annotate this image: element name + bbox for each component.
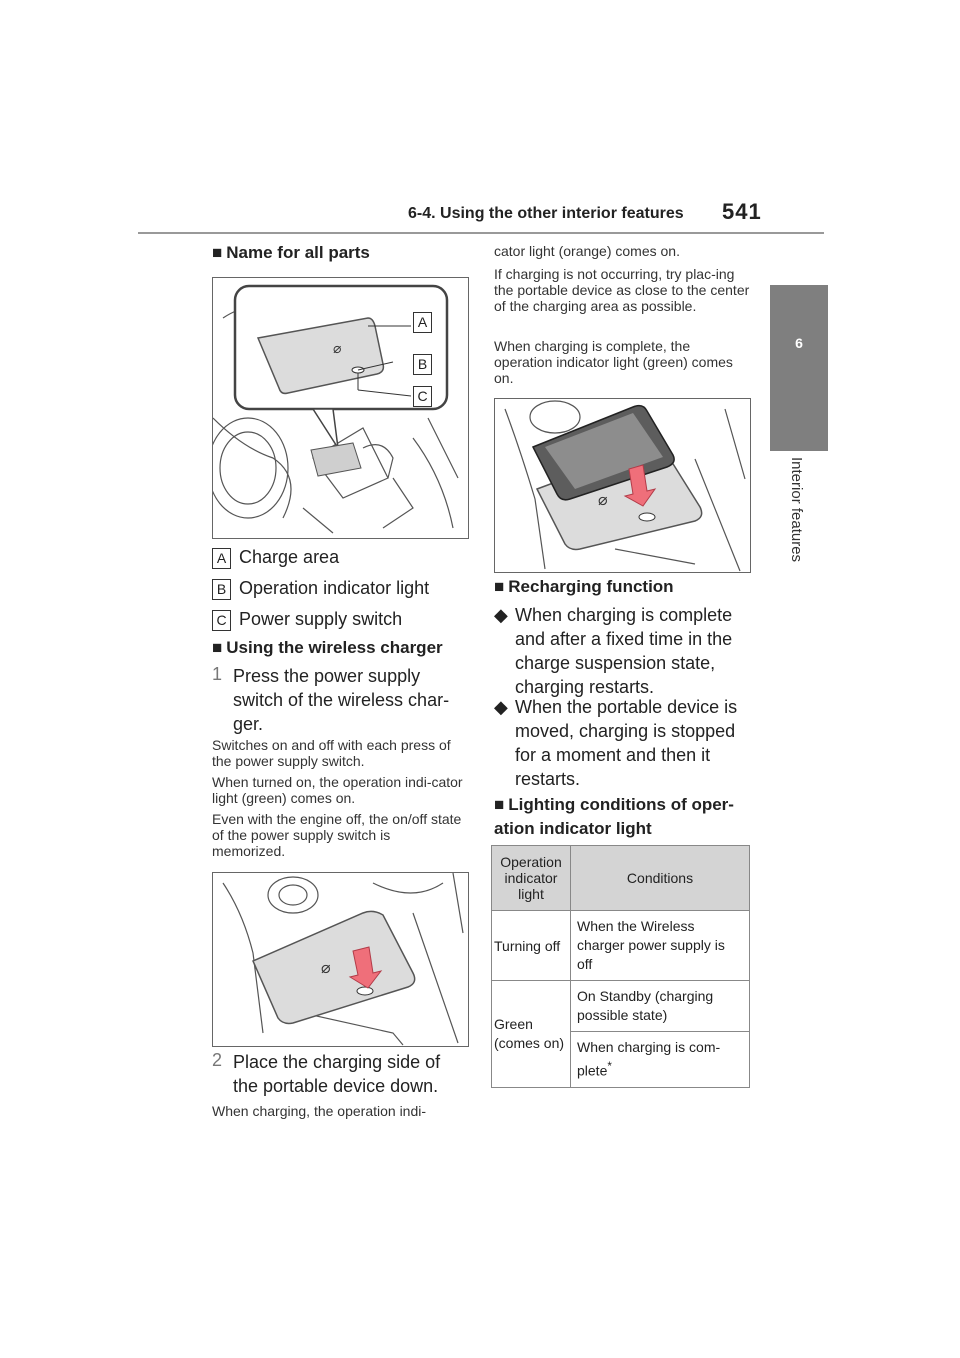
square-bullet-icon: ■ [494,795,505,814]
lighting-conditions-table [491,845,750,1088]
callout-label-c: C [413,386,432,407]
right-note-1: If charging is not occurring, try plac-ing the portable device as close to the center of the charging area as possible. [494,266,750,314]
note-1: Switches on and off with each press of the power supply switch. [212,737,451,769]
diamond-bullet-icon: ◆ [494,605,508,625]
parts-item-a-label: Charge area [239,547,340,567]
cell-condition-complete [571,1032,750,1088]
note-3: Even with the engine off, the on/off state of the power supply switch is memorized. [212,811,462,859]
parts-item-b [212,576,429,600]
heading-name-for-all-parts [212,243,370,263]
cell-condition-complete-text: When charging is com-plete [577,1039,721,1079]
step-2-text: Place the charging side of the portable device down. [233,1052,441,1096]
table-row [492,981,750,1032]
marker-b: B [212,579,231,600]
marker-a: A [212,548,231,569]
chapter-label: Interior features [788,457,805,563]
recharging-bullet-1 [494,603,750,699]
svg-text:⌀: ⌀ [321,958,331,977]
continued-text: cator light (orange) comes on. [494,243,680,259]
callout-label-a: A [413,312,432,333]
marker-c: C [212,610,231,631]
cell-condition-off: When the Wireless charger power supply is off [571,911,750,981]
figure-press-switch-illustration [213,873,468,1046]
figure-charger-parts [212,277,469,539]
parts-item-c [212,607,402,631]
footnote-marker: * [607,1060,612,1073]
heading-text: Name for all parts [226,243,370,262]
recharging-bullet-1-text: When charging is complete and after a fixed time in the charge suspension state, charging restarts. [515,605,733,697]
note-2: When turned on, the operation indi-cator light (green) comes on. [212,774,463,806]
chapter-number: 6 [795,335,803,351]
right-note-2: When charging is complete, the operation indicator light (green) comes on. [494,338,733,386]
svg-text:⌀: ⌀ [598,490,608,509]
cell-light-off: Turning off [492,911,571,981]
step-1-text: Press the power supply switch of the wireless char-ger. [233,666,450,734]
heading-using-wireless-charger [212,638,443,658]
recharging-bullet-2-text: When the portable device is moved, charging is stopped for a moment and then it restarts. [515,697,738,789]
table-row [492,911,750,981]
svg-text:⌀: ⌀ [333,341,342,357]
page-number: 541 [722,199,762,224]
square-bullet-icon: ■ [494,577,505,596]
heading-text: Lighting conditions of oper-ation indicator light [494,795,734,838]
parts-item-b-label: Operation indicator light [239,578,430,598]
figure-press-switch [212,872,469,1047]
heading-text: Using the wireless charger [226,638,443,657]
chapter-tab [770,285,828,451]
square-bullet-icon: ■ [212,638,223,657]
cell-light-green: Green (comes on) [492,981,571,1088]
figure-place-device [494,398,751,573]
step-2-number: 2 [212,1050,223,1070]
header-rule [138,232,824,234]
table-header-row [492,846,750,911]
callout-label-b: B [413,354,432,375]
recharging-bullet-2 [494,695,750,791]
cell-condition-standby: On Standby (charging possible state) [571,981,750,1032]
section-title: 6-4. Using the other interior features [408,205,684,222]
column-header-light: Operation indicator light [492,846,571,911]
square-bullet-icon: ■ [212,243,223,262]
parts-item-c-label: Power supply switch [239,609,403,629]
diamond-bullet-icon: ◆ [494,697,508,717]
chapter-label-wrap [788,457,808,627]
step-2-note: When charging, the operation indi- [212,1103,427,1119]
step-1-number: 1 [212,664,223,684]
figure-place-device-illustration [495,399,750,572]
heading-lighting-conditions [494,793,750,841]
heading-text: Recharging function [508,577,674,596]
column-header-conditions: Conditions [571,846,750,911]
parts-item-a [212,545,339,569]
heading-recharging-function [494,577,674,597]
